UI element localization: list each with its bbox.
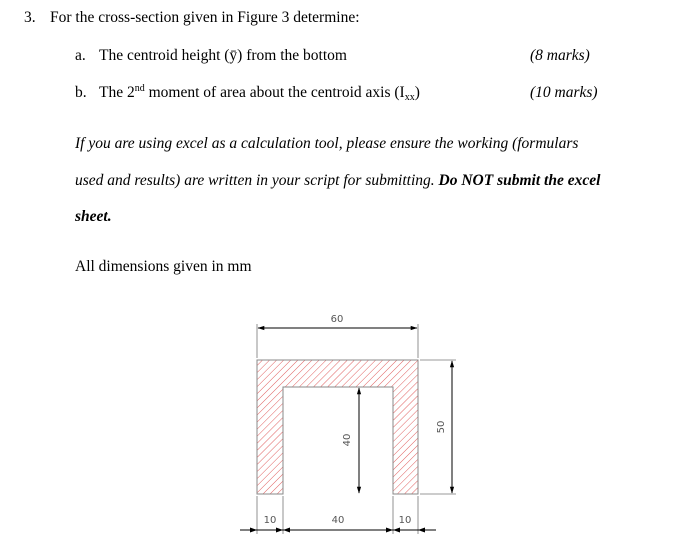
right-leg-dimension-label: 10	[398, 515, 412, 526]
left-leg-dimension-label: 10	[263, 515, 277, 526]
dimensions-note: All dimensions given in mm	[75, 258, 252, 275]
excel-note-line-1: If you are using excel as a calculation tool, please ensure the working (formulars	[75, 135, 579, 152]
height-dimension-label: 50	[436, 420, 447, 434]
part-a-text: The centroid height (ȳ) from the bottom	[99, 47, 347, 64]
part-b-marks: (10 marks)	[530, 84, 598, 101]
question-intro: For the cross-section given in Figure 3 determine:	[50, 9, 360, 26]
question-number: 3.	[24, 9, 36, 26]
part-b-text: The 2nd moment of area about the centroid axis $(I_{xx})$	[99, 83, 420, 103]
inner-height-dimension-label: 40	[342, 433, 353, 447]
excel-note-line-3: sheet.	[75, 208, 112, 225]
part-a-marks: (8 marks)	[530, 47, 590, 64]
y-bar-symbol: ȳ	[229, 47, 238, 64]
u-section-shape	[257, 360, 418, 494]
width-dimension-label: 60	[330, 314, 344, 325]
part-a-letter: a.	[75, 47, 86, 64]
opening-dimension-label: 40	[331, 515, 345, 526]
part-b-letter: b.	[75, 84, 87, 101]
excel-note-line-2: used and results) are written in your script for submitting. Do NOT submit the excel	[75, 172, 601, 189]
